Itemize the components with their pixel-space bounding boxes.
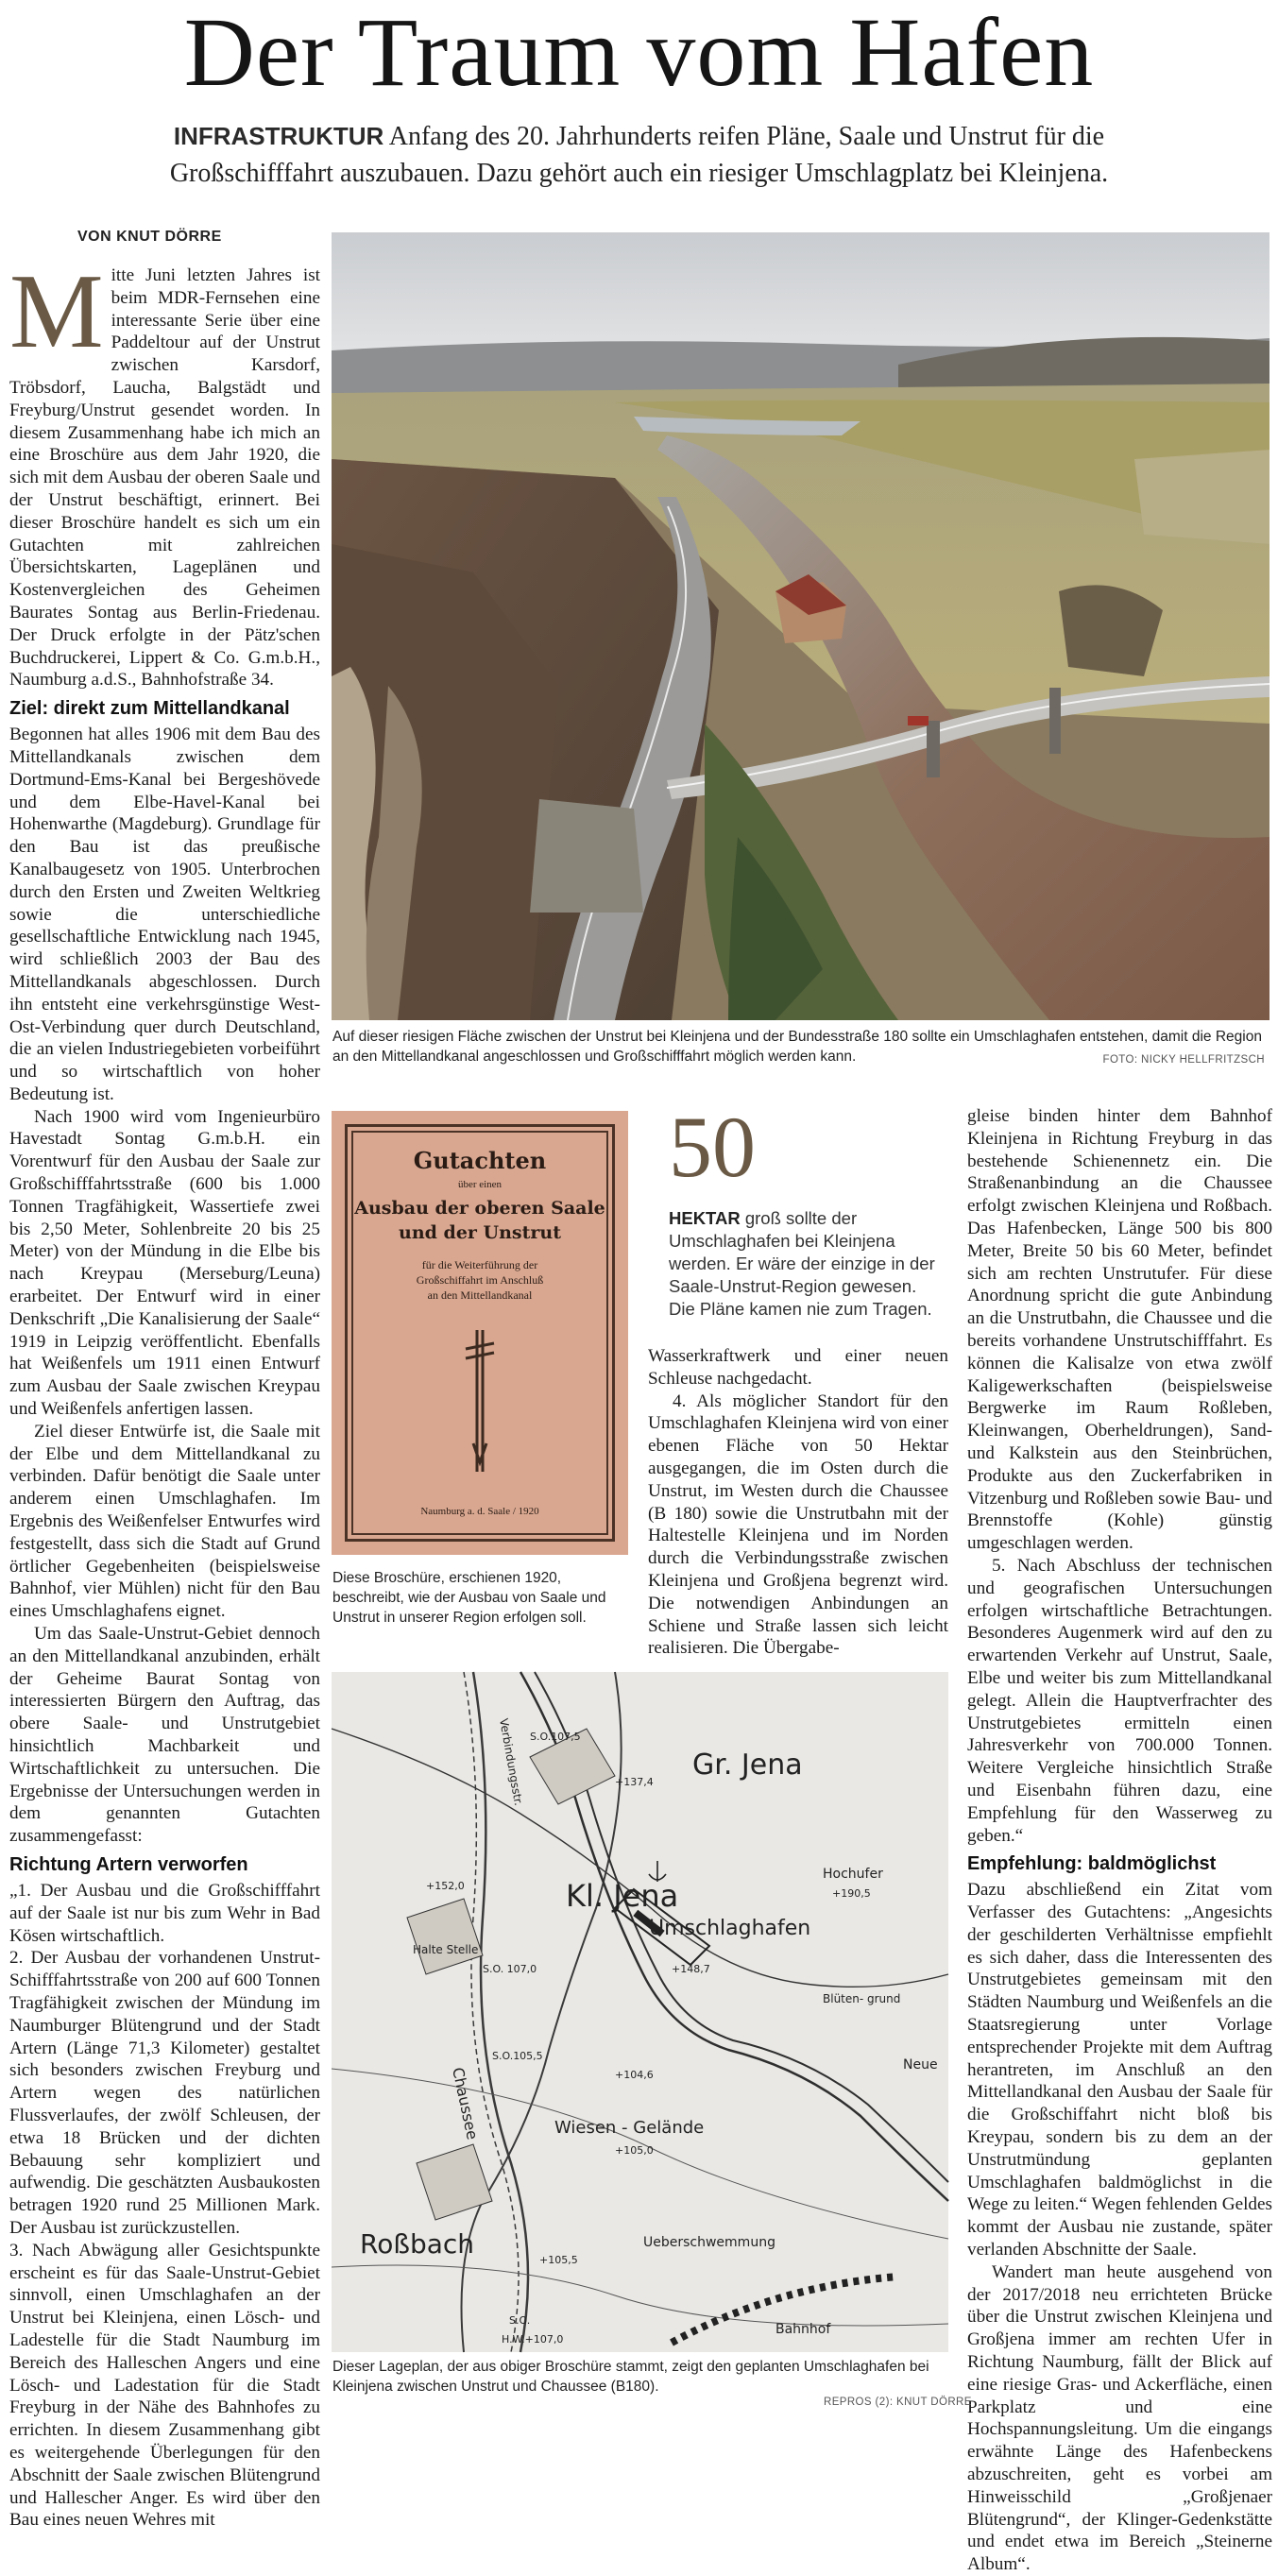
deck-kicker: INFRASTRUKTUR [173, 122, 384, 150]
fact-number: 50 [669, 1099, 756, 1195]
aerial-photo-illustration [332, 232, 1269, 1020]
map-label-haltestelle: Halte Stelle [413, 1943, 479, 1956]
map-elevation: +105,5 [539, 2254, 578, 2266]
map-caption: Dieser Lageplan, der aus obiger Broschüre stammt, zeigt den geplanten Umschlaghafen bei Kleinjena zwischen Unstrut und Chaussee (B180). [332, 2359, 929, 2395]
paragraph: 3. Nach Abwägung aller Gesichtspunkte erscheint es für das Saale-Unstrut-Gebiet sinnvoll, einen Umschlaghafen an der Unstrut bei Kleinjena, einen Lösch- und Ladestelle für die Stadt Naumburg im Bereich des Halleschen Angers und eine Lösch- und Ladestation für die Stadt Freyburg in der Nähe des Bahnhofes zu errichten. In diesem Zusammenhang gibt es weitergehende Überlegungen für den Abschnitt der Saale zwischen Blütengrund und Hallescher Anger. Es wird über den Bau eines neuen Wehres mit [9, 2240, 320, 2531]
paragraph: 5. Nach Abschluss der technischen und geografischen Untersuchungen erfolgen wirtschaftliche Betrachtungen. Besonderes Augenmerk wird auf den zu erwartenden Verkehr auf Unstrut, Saale, Elbe und weiter bis zum Mittellandkanal gelegt. Allein die Hauptverfrachter des Unstrutgebietes ermitteln einen Jahresverkehr von 700.000 Tonnen. Weitere Vergleiche hinsichtlich Straße und Eisenbahn führen dazu, eine Empfehlung für den Wasserweg zu geben.“ [967, 1555, 1272, 1846]
map-elevation: S.O.105,5 [492, 2050, 543, 2062]
byline: VON KNUT DÖRRE [77, 229, 222, 245]
brochure-image [332, 1111, 628, 1555]
map-credit: REPROS (2): KNUT DÖRRE [824, 2397, 972, 2408]
brochure-title-2: Ausbau der oberen Saale [354, 1198, 605, 1219]
brochure-sub-1: für die Weiterführung der [421, 1258, 538, 1271]
map-label-bahnhof: Bahnhof [775, 2322, 831, 2337]
deck-text: Anfang des 20. Jahrhunderts reifen Pläne, Saale und Unstrut für die Großschifffahrt auszubauen. Dazu gehört auch ein riesiger Umschlagplatz bei Kleinjena. [169, 122, 1109, 188]
map-elevation: S.O.107,5 [530, 1731, 581, 1743]
column-3 [648, 1345, 948, 1672]
map-elevation: S.O. 107,0 [483, 1963, 537, 1975]
map-elevation: +104,6 [615, 2069, 654, 2081]
brochure-title: Gutachten [413, 1147, 547, 1174]
site-map [332, 1672, 948, 2352]
map-label-kl-jena: Kl. Jena [566, 1878, 679, 1914]
paragraph: Um das Saale-Unstrut-Gebiet dennoch an den Mittellandkanal anzubinden, erhält der Geheime Baurat Sontag von interessierten Bürgern den Auftrag, das obere Saale- und Unstrutgebiet hinsichtlich Machbarkeit und Wirtschaftlichkeit zu untersuchen. Die Ergebnisse der Untersuchungen werden in dem genannten Gutachten zusammengefasst: [9, 1624, 320, 1847]
brochure-emblem [456, 1330, 503, 1472]
headline: Der Traum vom Hafen [183, 0, 1095, 107]
paragraph: Wandert man heute ausgehend von der 2017/2018 neu errichteten Brücke über die Unstrut zwischen Kleinjena und Großjena immer am rechten Ufer in Richtung Naumburg, fällt der Blick auf eine riesige Gras- und Ackerfläche, einen Parkplatz und eine Hochspannungsleitung. Um die eingangs erwähnte Länge des Hafenbeckens abzuschreiten, geht es vorbei am Hinweisschild „Großjenaer Blütengrund“, der Klinger-Gedenkstätte und endet etwa im Bereich „Steinerne Album“. [967, 2261, 1272, 2575]
map-label-rossbach: Roßbach [360, 2228, 475, 2260]
paragraph: „1. Der Ausbau und die Großschifffahrt auf der Saale ist nur bis zum Wehr in Bad Kösen wirtschaftlich. [9, 1880, 320, 1946]
map-elevation: +137,4 [615, 1776, 654, 1788]
deck [113, 118, 1165, 192]
brochure-title-3: und der Unstrut [399, 1222, 561, 1243]
column-1 [9, 253, 320, 2531]
map-label-hochufer: Hochufer [823, 1867, 883, 1882]
aerial-photo [332, 232, 1269, 1020]
site-map-drawing [332, 1672, 948, 2352]
photo-credit: FOTO: NICKY HELLFRITZSCH [1102, 1054, 1265, 1066]
subheading: Richtung Artern verworfen [9, 1853, 248, 1875]
paragraph: Wasserkraftwerk und einer neuen Schleuse nachgedacht. [648, 1346, 948, 1389]
paragraph: 2. Der Ausbau der vorhandenen Unstrut-Schifffahrtsstraße von 200 auf 600 Tonnen Tragfähigkeit zwischen der Mündung im Naumburger Blütengrund und der Stadt Artern (Länge 71,3 Kilometer) gestaltet sich besonders zwischen Freyburg und Artern wegen des natürlichen Flussverlaufes, der zwölf Schleusen, der etwa 18 Brücken und der dichten Bebauung sehr kompliziert und aufwendig. Die geschätzten Ausbaukosten betragen 1920 rund 25 Millionen Mark. Der Ausbau ist zurückzustellen. [9, 1948, 320, 2238]
map-label-chaussee: Chaussee [449, 2065, 482, 2141]
drop-cap: M [9, 253, 104, 370]
map-label-umschlaghafen: Umschlaghafen [649, 1917, 811, 1940]
brochure-foot: Naumburg a. d. Saale / 1920 [420, 1506, 539, 1517]
map-label-neue: Neue [903, 2057, 938, 2073]
column-4 [967, 1105, 1272, 2575]
fact-label: HEKTAR [669, 1208, 741, 1228]
brochure-caption: Diese Broschüre, erschienen 1920, beschreibt, wie der Ausbau von Saale und Unstrut in unserer Region erfolgen soll. [332, 1570, 606, 1626]
map-elevation: +190,5 [832, 1887, 871, 1900]
subheading: Ziel: direkt zum Mittellandkanal [9, 698, 290, 720]
map-elevation: +152,0 [426, 1880, 465, 1892]
fact-text: groß sollte der Umschlaghafen bei Kleinjena werden. Er wäre der einzige in der Saale-Unstrut-Region gewesen. Die Pläne kamen nie zum Tragen. [669, 1208, 935, 1319]
paragraph: Dazu abschließend ein Zitat vom Verfasser des Gutachtens: „Angesichts der geschilderten Verhältnisse empfiehlt es sich daher, dass die Interessenten des Unstrutgebietes gemeinsam mit den Städten Naumburg und Weißenfels an die Staatsregierung unter Vorlage entsprechender Projekte mit dem Auftrag herantreten, im Anschluß an den Mittellandkanal den Ausbau der Saale für die Großschiffahrt nicht bloß bis Kreypau, sondern bis zu dem an der Unstrutmündung geplanten Umschlaghafen baldmöglichst in die Wege zu leiten.“ Wegen fehlenden Geldes kommt der Ausbau nie zustande, später verlanden Abschnitte der Saale. [967, 1880, 1272, 2260]
map-elevation: S.O. [509, 2314, 531, 2327]
map-elevation: +148,7 [672, 1963, 710, 1975]
brochure-sub-2: Großschiffahrt im Anschluß [416, 1273, 544, 1287]
map-elevation: +105,0 [615, 2144, 654, 2157]
map-label-wiesen: Wiesen - Gelände [554, 2118, 705, 2138]
brochure-small: über einen [457, 1179, 503, 1190]
paragraph: Nach 1900 wird vom Ingenieurbüro Havestadt Sontag G.m.b.H. ein Vorentwurf für den Ausbau der Saale zur Großschifffahrtsstraße (600 bis 1.000 Tonnen Tragfähigkeit, Wassertiefe zwei bis 2,50 Meter, Sohlenbreite 20 bis 25 Meter) von der Mündung in die Elbe bis nach Kreypau (Merseburg/Leuna) erarbeitet. Der Entwurf wird in einer Denkschrift „Die Kanalisierung der Saale“ 1919 in Leipzig veröffentlicht. Ebenfalls hat Weißenfels um 1911 einen Entwurf zum Ausbau der Saale zwischen Kreypau und Weißenfels anfertigen lassen. [9, 1106, 320, 1420]
paragraph: Ziel dieser Entwürfe ist, die Saale mit der Elbe und dem Mittellandkanal zu verbinden. Dafür benötigt die Saale unter anderem einen Umschlaghafen. Im Ergebnis des Weißenfelser Entwurfes wird festgestellt, dass sich die Stadt auf Grund örtlicher Gegebenheiten (beispielsweise Bahnhof, vier Mühlen) nicht für den Bau eines Umschlaghafens eignet. [9, 1421, 320, 1622]
photo-caption: Auf dieser riesigen Fläche zwischen der Unstrut bei Kleinjena und der Bundesstraße 180 sollte ein Umschlaghafen entstehen, damit die Region an den Mittellandkanal angeschlossen und Großschifffahrt möglich werden kann. [332, 1029, 1262, 1065]
paragraph: gleise binden hinter dem Bahnhof Kleinjena in Richtung Freyburg in das bestehende Schienennetz ein. Die Straßenanbindung an die Chaussee erfolgt zwischen Kleinjena und Roßbach. Das Hafenbecken, Länge 500 bis 800 Meter, Breite 50 bis 60 Meter, befindet sich am rechten Unstrutufer. Für diese Anordnung spricht die gute Anbindung an die Unstrutbahn, die Chaussee und die bereits vorhandene Unstrutschifffahrt. Es können die Kalisalze von etwa zwölf Kaligewerkschaften (beispielsweise Bergwerke im Raum Roßleben, Kleinwangen, Oberheldrungen), Sand- und Kalkstein aus den Steinbrüchen, Produkte aus den Zuckerfabriken in Vitzenburg und Roßleben sowie Bau- und Brennstoffe (Kohle) günstig umgeschlagen werden. [967, 1106, 1272, 1554]
map-label-gr-jena: Gr. Jena [692, 1749, 803, 1782]
map-label-verbindungsstrasse: Verbindungsstr. [497, 1717, 526, 1807]
paragraph: 4. Als möglicher Standort für den Umschlaghafen Kleinjena wird von einer ebenen Fläche von 50 Hektar ausgegangen, die im Osten durch die Unstrut, im Westen durch die Chaussee (B 180) sowie die Unstrutbahn mit der Haltestelle Kleinjena und im Norden durch die Verbindungsstraße zwischen Kleinjena und Großjena begrenzt wird. Die notwendigen Anbindungen an Schiene und Straße lassen sich leicht realisieren. Die Übergabe- [648, 1390, 948, 1659]
paragraph: itte Juni letzten Jahres ist beim MDR-Fernsehen eine interessante Serie über eine Paddeltour auf der Unstrut zwischen Karsdorf, Tröbsdorf, Laucha, Balgstädt und Freyburg/Unstrut gesendet worden. In diesem Zusammenhang habe ich mich an eine Broschüre aus dem Jahr 1920, die sich mit dem Ausbau der oberen Saale und der Unstrut beschäftigt, erinnert. Bei dieser Broschüre handelt es sich um ein Gutachten mit zahlreichen Übersichtskarten, Lageplänen und Kostenvergleichen des Geheimen Baurates Sontag aus Berlin-Friedenau. Der Druck erfolgte in der Pätz'schen Buchdruckerei, Lippert & Co. G.m.b.H., Naumburg a.d.S., Bahnhofstraße 34. [9, 265, 320, 691]
subheading: Empfehlung: baldmöglichst [967, 1853, 1217, 1875]
map-label-bluetengrund: Blüten- grund [823, 1992, 901, 2005]
paragraph: Begonnen hat alles 1906 mit dem Bau des Mittellandkanals zwischen dem Dortmund-Ems-Kanal bei Bergeshövede und dem Elbe-Havel-Kanal bei Hohenwarthe (Magdeburg). Grundlage für den Bau ist das preußische Kanalbaugesetz von 1905. Unterbrochen durch den Ersten und Zweiten Weltkrieg sowie die unterschiedliche gesellschaftliche Entwicklung nach 1945, wird schließlich 2003 der Bau des Mittellandkanals abgeschlossen. Durch ihn entsteht eine verkehrsgünstige West-Ost-Verbindung quer durch Deutschland, die an vielen Industriegebieten vorbeiführt und so wirtschaftlich von hoher Bedeutung ist. [9, 725, 320, 1104]
map-elevation: H.W.+107,0 [502, 2333, 564, 2346]
map-label-ueberschwemmung: Ueberschwemmung [643, 2235, 775, 2250]
brochure-sub-3: an den Mittellandkanal [427, 1288, 533, 1302]
fact-box [669, 1207, 947, 1321]
